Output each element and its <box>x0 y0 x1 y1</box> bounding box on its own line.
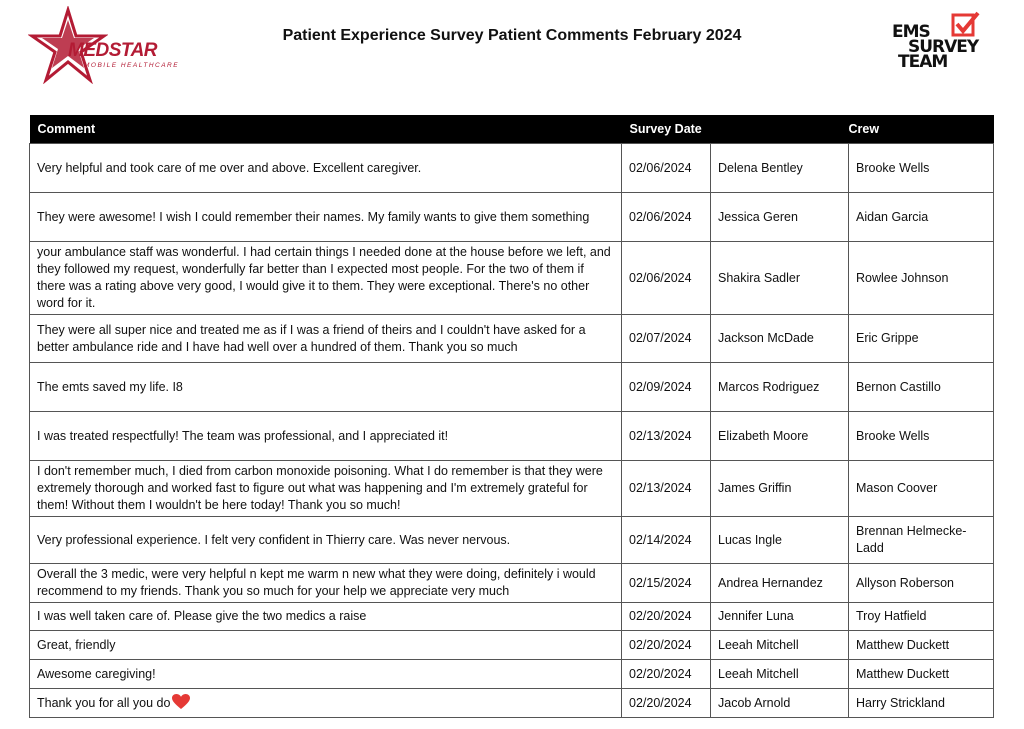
date-cell: 02/20/2024 <box>622 689 711 718</box>
comment-cell: your ambulance staff was wonderful. I had certain things I needed done at the house before we left, and they followed my request, wonderfully far better than I expected most people. For the two of them if there was a rating above very good, I would give it to them. They were exceptional. There's no other word for it. <box>30 242 622 315</box>
crew-member-cell: Brooke Wells <box>849 412 994 461</box>
crew-member-cell: Leeah Mitchell <box>711 660 849 689</box>
crew-member-cell: Matthew Duckett <box>849 660 994 689</box>
comment-text: Thank you for all you do <box>37 696 171 710</box>
crew-member-cell: Shakira Sadler <box>711 242 849 315</box>
header-survey-date: Survey Date <box>622 115 711 144</box>
table-row <box>30 144 994 193</box>
crew-member-cell: Aidan Garcia <box>849 193 994 242</box>
header-crew: Crew <box>849 115 994 144</box>
comments-table <box>29 115 994 718</box>
crew-member-cell: Marcos Rodriguez <box>711 363 849 412</box>
table-row <box>30 242 994 315</box>
table-row <box>30 603 994 631</box>
crew-member-cell: Andrea Hernandez <box>711 564 849 603</box>
table-row <box>30 412 994 461</box>
comment-cell: I was well taken care of. Please give the two medics a raise <box>30 603 622 631</box>
crew-member-cell: Brennan Helmecke-Ladd <box>849 517 994 564</box>
date-cell: 02/20/2024 <box>622 631 711 660</box>
table-header-row <box>30 115 994 144</box>
comment-cell: Great, friendly <box>30 631 622 660</box>
date-cell: 02/20/2024 <box>622 660 711 689</box>
comment-cell: I was treated respectfully! The team was professional, and I appreciated it! <box>30 412 622 461</box>
date-cell: 02/06/2024 <box>622 242 711 315</box>
table-row <box>30 564 994 603</box>
crew-member-cell: Troy Hatfield <box>849 603 994 631</box>
date-cell: 02/07/2024 <box>622 315 711 363</box>
table-row <box>30 689 994 718</box>
heart-icon <box>172 694 190 710</box>
header-crew-spacer <box>711 115 849 144</box>
crew-member-cell: Lucas Ingle <box>711 517 849 564</box>
table-row <box>30 660 994 689</box>
crew-member-cell: Mason Coover <box>849 461 994 517</box>
crew-member-cell: Bernon Castillo <box>849 363 994 412</box>
table-row <box>30 315 994 363</box>
date-cell: 02/15/2024 <box>622 564 711 603</box>
header-comment: Comment <box>30 115 622 144</box>
logo-line-2: SURVEY <box>908 37 979 57</box>
comment-cell: Very professional experience. I felt very confident in Thierry care. Was never nervous. <box>30 517 622 564</box>
ems-survey-team-logo <box>890 12 1010 72</box>
medstar-tagline: MOBILE HEALTHCARE <box>84 62 180 69</box>
table-row <box>30 363 994 412</box>
crew-member-cell: Brooke Wells <box>849 144 994 193</box>
medstar-brand-text: MEDSTAR <box>68 40 158 61</box>
comment-cell: The emts saved my life. I8 <box>30 363 622 412</box>
crew-member-cell: James Griffin <box>711 461 849 517</box>
date-cell: 02/14/2024 <box>622 517 711 564</box>
crew-member-cell: Delena Bentley <box>711 144 849 193</box>
logo-line-3: TEAM <box>898 52 948 72</box>
comment-cell: I don't remember much, I died from carbon monoxide poisoning. What I do remember is that they were extremely thorough and worked fast to figure out what was happening and I'm extremely grateful for them! Without them I wouldn't be here today! Thank you so much! <box>30 461 622 517</box>
crew-member-cell: Elizabeth Moore <box>711 412 849 461</box>
date-cell: 02/20/2024 <box>622 603 711 631</box>
comment-cell: They were all super nice and treated me as if I was a friend of theirs and I couldn't have asked for a better ambulance ride and I have had well over a hundred of them. Thank you so much <box>30 315 622 363</box>
crew-member-cell: Jackson McDade <box>711 315 849 363</box>
comment-cell: Awesome caregiving! <box>30 660 622 689</box>
table-row <box>30 461 994 517</box>
table-row <box>30 517 994 564</box>
date-cell: 02/09/2024 <box>622 363 711 412</box>
table-row <box>30 193 994 242</box>
checkmark-icon <box>950 10 980 40</box>
crew-member-cell: Eric Grippe <box>849 315 994 363</box>
date-cell: 02/06/2024 <box>622 193 711 242</box>
crew-member-cell: Leeah Mitchell <box>711 631 849 660</box>
page-title: Patient Experience Survey Patient Comments February 2024 <box>282 27 742 44</box>
medstar-logo <box>28 6 180 84</box>
table-row <box>30 631 994 660</box>
comment-cell: Overall the 3 medic, were very helpful n kept me warm n new what they were doing, definitely i would recommend to my friends. Thank you so much for your help we appreciate very much <box>30 564 622 603</box>
crew-member-cell: Rowlee Johnson <box>849 242 994 315</box>
crew-member-cell: Jacob Arnold <box>711 689 849 718</box>
crew-member-cell: Matthew Duckett <box>849 631 994 660</box>
date-cell: 02/13/2024 <box>622 461 711 517</box>
date-cell: 02/06/2024 <box>622 144 711 193</box>
comment-cell: Very helpful and took care of me over and above. Excellent caregiver. <box>30 144 622 193</box>
logo-line-1: EMS <box>892 22 930 42</box>
crew-member-cell: Jessica Geren <box>711 193 849 242</box>
crew-member-cell: Jennifer Luna <box>711 603 849 631</box>
crew-member-cell: Allyson Roberson <box>849 564 994 603</box>
date-cell: 02/13/2024 <box>622 412 711 461</box>
comment-cell <box>30 689 622 718</box>
comment-cell: They were awesome! I wish I could remember their names. My family wants to give them something <box>30 193 622 242</box>
crew-member-cell: Harry Strickland <box>849 689 994 718</box>
